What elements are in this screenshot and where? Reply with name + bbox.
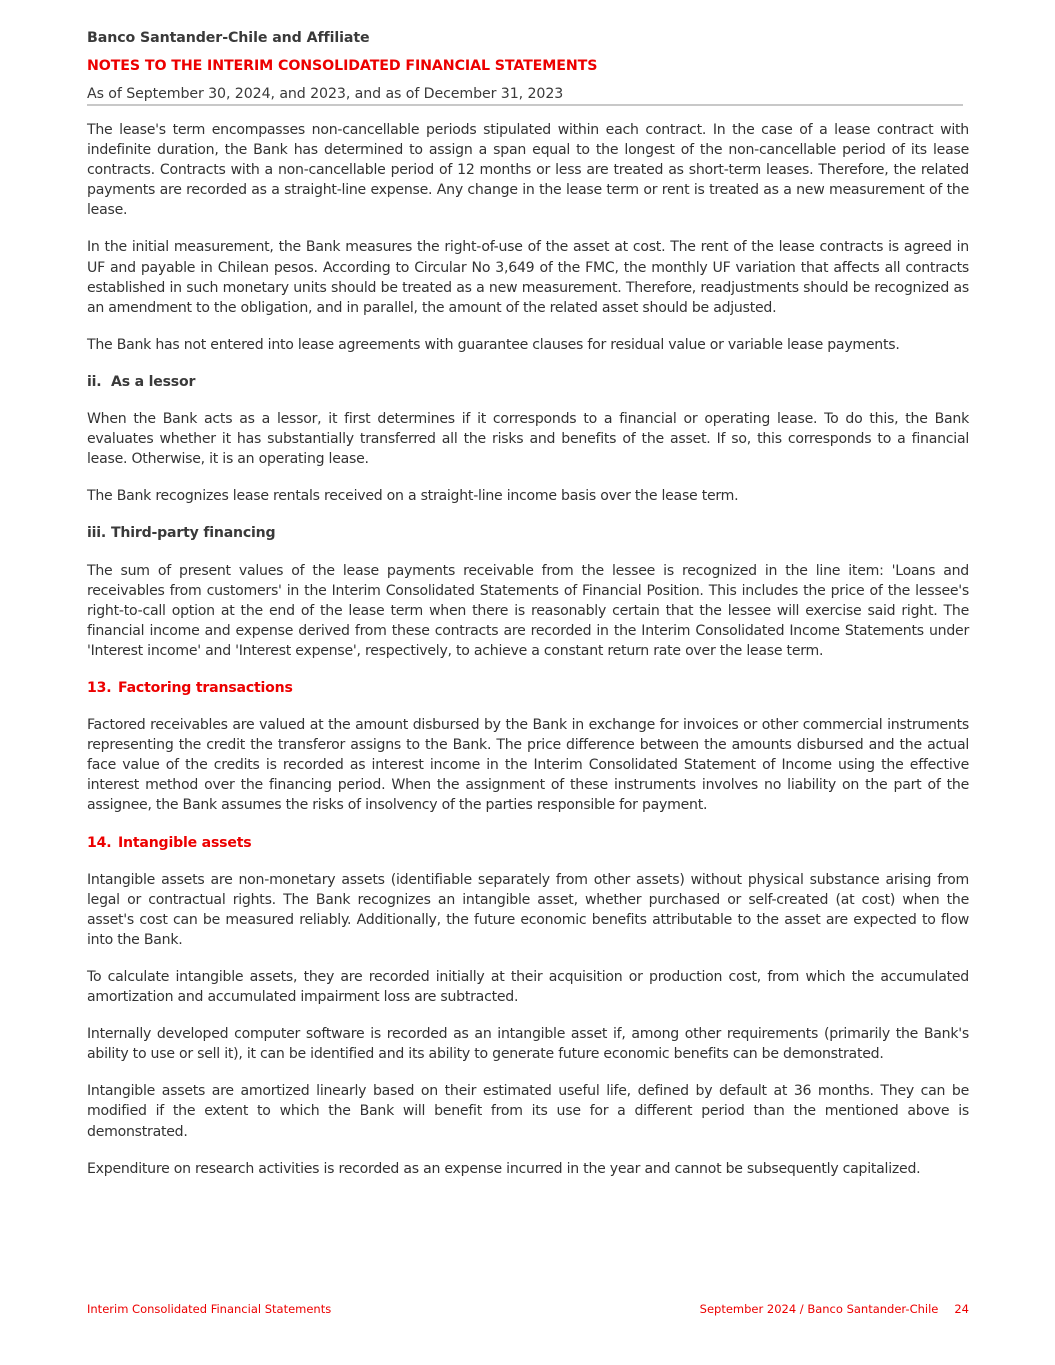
- paragraph: Intangible assets are amortized linearly based on their estimated useful life, defined by default at 36 months. They can be modified if the extent to which the Bank will benefit from its use for a different period than the mentioned above is demonstrated.: [87, 1083, 969, 1140]
- subheading-as-lessor: [87, 372, 969, 392]
- section-number: 14.: [87, 834, 112, 851]
- paragraph: The sum of present values of the lease payments receivable from the lessee is recognized in the line item: 'Loans and receivables from customers' in the Interim Consolidated Statements of Financial Position. This includes the price of the lessee's right-to-call option at the end of the lease term when there is reasonably certain that the lessee will exercise said right. The financial income and expense derived from these contracts are recorded in the Interim Consolidated Income Statements under 'Interest income' and 'Interest expense', respectively, to achieve a constant return rate over the lease term.: [87, 562, 969, 659]
- main-content: [87, 120, 969, 1196]
- paragraph: Internally developed computer software is recorded as an intangible asset if, among other requirements (primarily the Bank's ability to use or sell it), it can be identified and its ability to generate future economic benefits can be demonstrated.: [87, 1026, 969, 1063]
- paragraph: The Bank has not entered into lease agreements with guarantee clauses for residual value or variable lease payments.: [87, 336, 900, 353]
- subheading-third-party-financing: [87, 523, 969, 543]
- paragraph: Factored receivables are valued at the amount disbursed by the Bank in exchange for invoices or other commercial instruments representing the credit the transferor assigns to the Bank. The price difference between the amounts disbursed and the actual face value of the credits is recorded as interest income in the Interim Consolidated Statement of Income using the effective interest method over the financing period. When the assignment of these instruments involves no liability on the part of the assignee, the Bank assumes the risks of insolvency of the parties responsible for payment.: [87, 717, 969, 814]
- paragraph: Expenditure on research activities is recorded as an expense incurred in the year and cannot be subsequently capitalized.: [87, 1160, 921, 1177]
- document-title: NOTES TO THE INTERIM CONSOLIDATED FINANCIAL STATEMENTS: [87, 58, 598, 74]
- paragraph: The lease's term encompasses non-cancellable periods stipulated within each contract. In the case of a lease contract with indefinite duration, the Bank has determined to assign a span equal to the longest of the non-cancellable period of its lease contracts. Contracts with a non-cancellable period of 12 months or less are treated as short-term leases. Therefore, the related payments are recorded as a straight-line expense. Any change in the lease term or rent is treated as a new measurement of the lease.: [87, 122, 969, 219]
- paragraph: To calculate intangible assets, they are recorded initially at their acquisition or production cost, from which the accumulated amortization and accumulated impairment loss are subtracted.: [87, 969, 969, 1006]
- paragraph: Intangible assets are non-monetary assets (identifiable separately from other assets) without physical substance arising from legal or contractual rights. The Bank recognizes an intangible asset, whether purchased or self-created (at cost) when the asset's cost can be measured reliably. Additionally, the future economic benefits attributable to the asset are expected to flow into the Bank.: [87, 871, 969, 948]
- document-page: [87, 0, 969, 1365]
- section-number: 13.: [87, 679, 112, 696]
- footer-document-name: Interim Consolidated Financial Statements: [87, 1302, 332, 1316]
- section-heading-factoring: [87, 678, 969, 698]
- subheading-number: iii.: [87, 525, 107, 542]
- date-line: As of September 30, 2024, and 2023, and as of December 31, 2023: [87, 86, 564, 102]
- subheading-title: As a lessor: [111, 373, 196, 390]
- paragraph: When the Bank acts as a lessor, it first determines if it corresponds to a financial or operating lease. To do this, the Bank evaluates whether it has substantially transferred all the risks and benefits of the asset. If so, this corresponds to a financial lease. Otherwise, it is an operating lease.: [87, 411, 969, 468]
- page-number: 24: [954, 1302, 969, 1316]
- header-divider: [87, 104, 963, 106]
- footer-publication: September 2024 / Banco Santander-Chile: [699, 1302, 939, 1316]
- section-heading-intangible-assets: [87, 833, 969, 853]
- subheading-title: Third-party financing: [111, 525, 276, 542]
- footer-right: [700, 1302, 969, 1316]
- subheading-number: ii.: [87, 373, 102, 390]
- paragraph: The Bank recognizes lease rentals received on a straight-line income basis over the lease term.: [87, 488, 739, 505]
- paragraph: In the initial measurement, the Bank measures the right-of-use of the asset at cost. The rent of the lease contracts is agreed in UF and payable in Chilean pesos. According to Circular No 3,649 of the FMC, the monthly UF variation that affects all contracts established in such monetary units should be treated as a new measurement. Therefore, readjustments should be recognized as an amendment to the obligation, and in parallel, the amount of the related asset should be adjusted.: [87, 239, 969, 316]
- section-title: Factoring transactions: [118, 679, 293, 696]
- company-name: Banco Santander-Chile and Affiliate: [87, 30, 370, 46]
- section-title: Intangible assets: [118, 834, 252, 851]
